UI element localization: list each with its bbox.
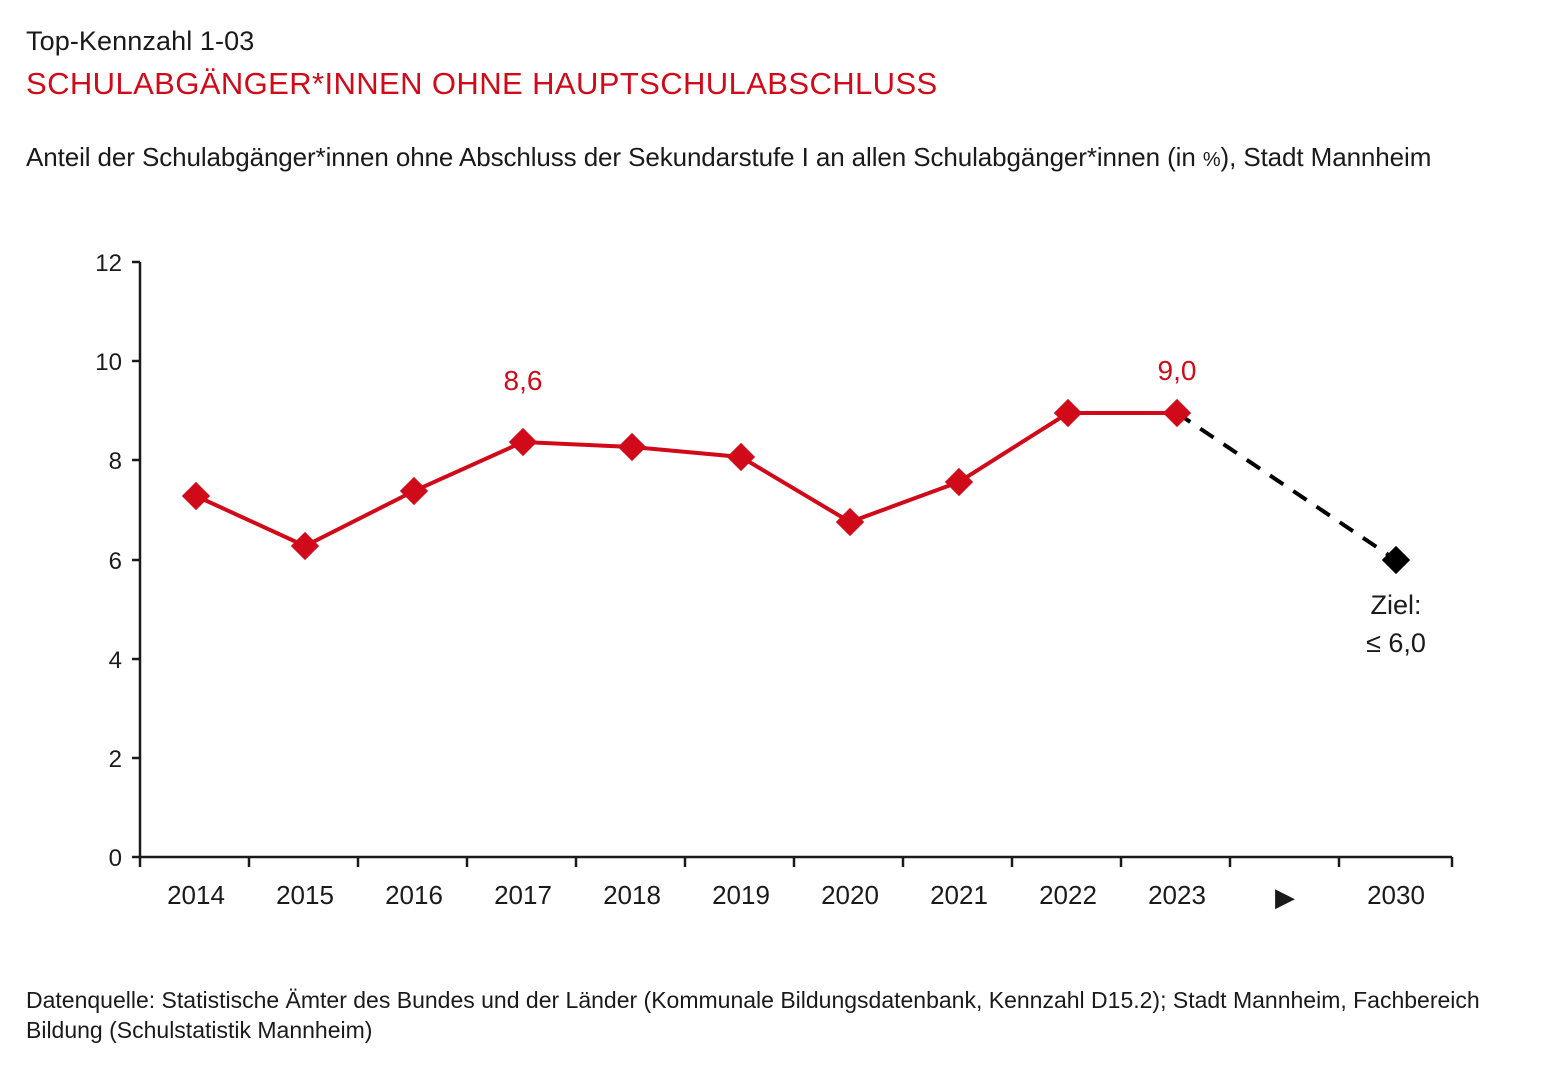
x-tick-label-2018: 2018 bbox=[603, 880, 661, 910]
goal-label-line2: ≤ 6,0 bbox=[1366, 628, 1426, 658]
x-tick-label-2020: 2020 bbox=[821, 880, 879, 910]
x-tick-group bbox=[140, 857, 1452, 867]
x-tick-label-2017: 2017 bbox=[494, 880, 552, 910]
y-tick-label-2: 2 bbox=[108, 746, 122, 773]
data-point-2014 bbox=[182, 482, 210, 510]
y-tick-group bbox=[95, 250, 140, 872]
subtitle-percent: % bbox=[1202, 149, 1221, 171]
goal-label-line1: Ziel: bbox=[1370, 590, 1422, 620]
x-tick-label-2019: 2019 bbox=[712, 880, 770, 910]
y-tick-label-4: 4 bbox=[108, 647, 122, 674]
data-point-2021 bbox=[945, 468, 973, 496]
y-tick-label-6: 6 bbox=[108, 548, 122, 575]
data-point-2017 bbox=[509, 428, 537, 456]
y-tick-label-0: 0 bbox=[108, 845, 122, 872]
x-tick-label-group bbox=[167, 880, 1425, 912]
data-point-2016 bbox=[400, 477, 428, 505]
data-point-markers bbox=[182, 399, 1410, 574]
data-label-2023: 9,0 bbox=[1157, 355, 1197, 386]
x-tick-label-2015: 2015 bbox=[276, 880, 334, 910]
chart-canvas bbox=[0, 230, 1543, 930]
x-tick-label-2022: 2022 bbox=[1039, 880, 1097, 910]
x-tick-label-2016: 2016 bbox=[385, 880, 443, 910]
data-point-2022 bbox=[1054, 399, 1082, 427]
kennzahl-label: Top-Kennzahl 1-03 bbox=[26, 26, 255, 56]
y-tick-label-8: 8 bbox=[108, 448, 122, 475]
x-axis-break-arrow-icon: ▶ bbox=[1275, 882, 1295, 912]
x-tick-label-2023: 2023 bbox=[1148, 880, 1206, 910]
x-tick-label-2021: 2021 bbox=[930, 880, 988, 910]
data-point-2020 bbox=[836, 508, 864, 536]
line-chart-svg bbox=[0, 230, 1543, 930]
y-tick-label-10: 10 bbox=[95, 349, 122, 376]
data-point-2018 bbox=[618, 433, 646, 461]
data-point-2019 bbox=[727, 443, 755, 471]
x-tick-label-2014: 2014 bbox=[167, 880, 225, 910]
data-point-target-2030 bbox=[1382, 546, 1410, 574]
x-tick-label-2030: 2030 bbox=[1367, 880, 1425, 910]
chart-subtitle bbox=[26, 142, 1431, 173]
subtitle-part-2: ), Stadt Mannheim bbox=[1220, 142, 1432, 172]
data-line-series-main bbox=[196, 413, 1177, 546]
data-point-2023 bbox=[1163, 399, 1191, 427]
subtitle-part-1: Anteil der Schulabgänger*innen ohne Abschluss der Sekundarstufe I an allen Schulabgänger*innen (in bbox=[26, 142, 1203, 172]
target-projection-line bbox=[1177, 413, 1396, 560]
data-point-2015 bbox=[291, 532, 319, 560]
y-tick-label-12: 12 bbox=[95, 250, 122, 277]
data-source-note: Datenquelle: Statistische Ämter des Bundes und der Länder (Kommunale Bildungsdatenbank, Kennzahl D15.2); Stadt Mannheim, Fachbereich Bildung (Schulstatistik Mannheim) bbox=[26, 987, 1480, 1044]
page-title: SCHULABGÄNGER*INNEN OHNE HAUPTSCHULABSCHLUSS bbox=[26, 66, 938, 101]
data-label-2017: 8,6 bbox=[503, 365, 543, 396]
